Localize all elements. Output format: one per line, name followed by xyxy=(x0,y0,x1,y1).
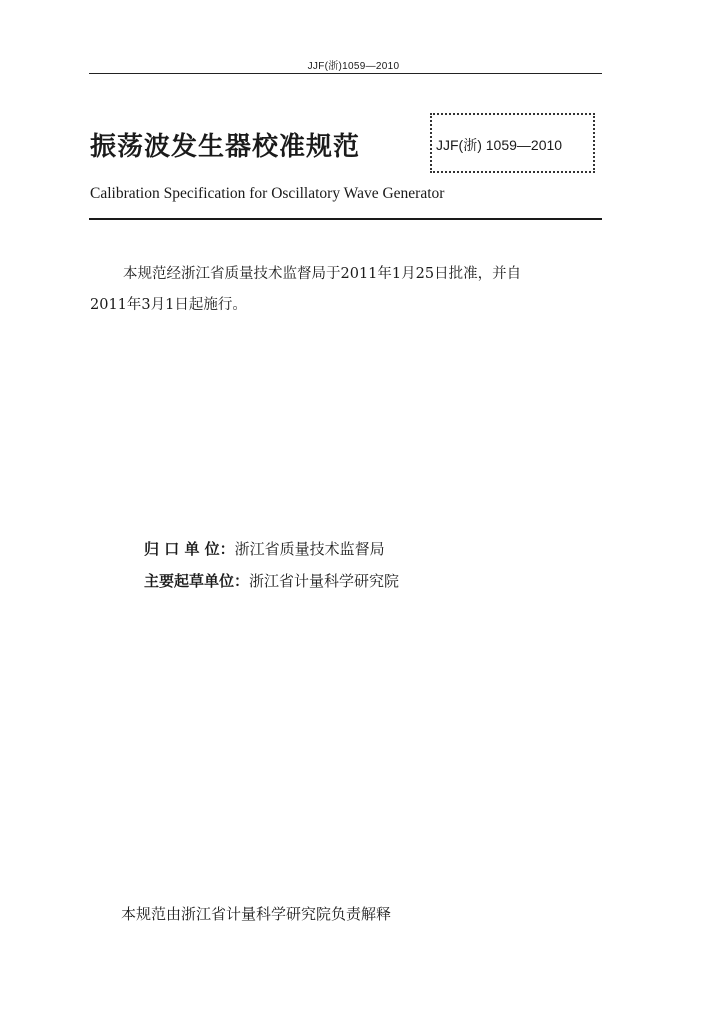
page-title: 振荡波发生器校准规范 xyxy=(90,132,361,162)
drafting-unit-row xyxy=(144,570,399,591)
responsible-unit-row xyxy=(144,538,385,559)
drafting-unit-label: 主要起草单位： xyxy=(144,572,250,590)
responsible-unit-label: 归 口 单 位： xyxy=(144,540,235,558)
title-rule xyxy=(89,218,602,220)
interpretation-note: 本规范由浙江省计量科学研究院负责解释 xyxy=(121,905,392,923)
drafting-unit-value: 浙江省计量科学研究院 xyxy=(249,572,400,590)
code-box-text: JJF(浙) 1059—2010 xyxy=(436,137,563,153)
responsible-unit-value: 浙江省质量技术监督局 xyxy=(234,540,385,558)
header-rule xyxy=(89,73,602,74)
approval-line-1: 本规范经浙江省质量技术监督局于2011年1月25日批准，并自 xyxy=(123,266,522,282)
approval-line-2: 2011年3月1日起施行。 xyxy=(90,297,247,313)
english-title: Calibration Specification for Oscillatory Wave Generator xyxy=(90,185,445,202)
header-code: JJF(浙)1059—2010 xyxy=(307,61,400,72)
